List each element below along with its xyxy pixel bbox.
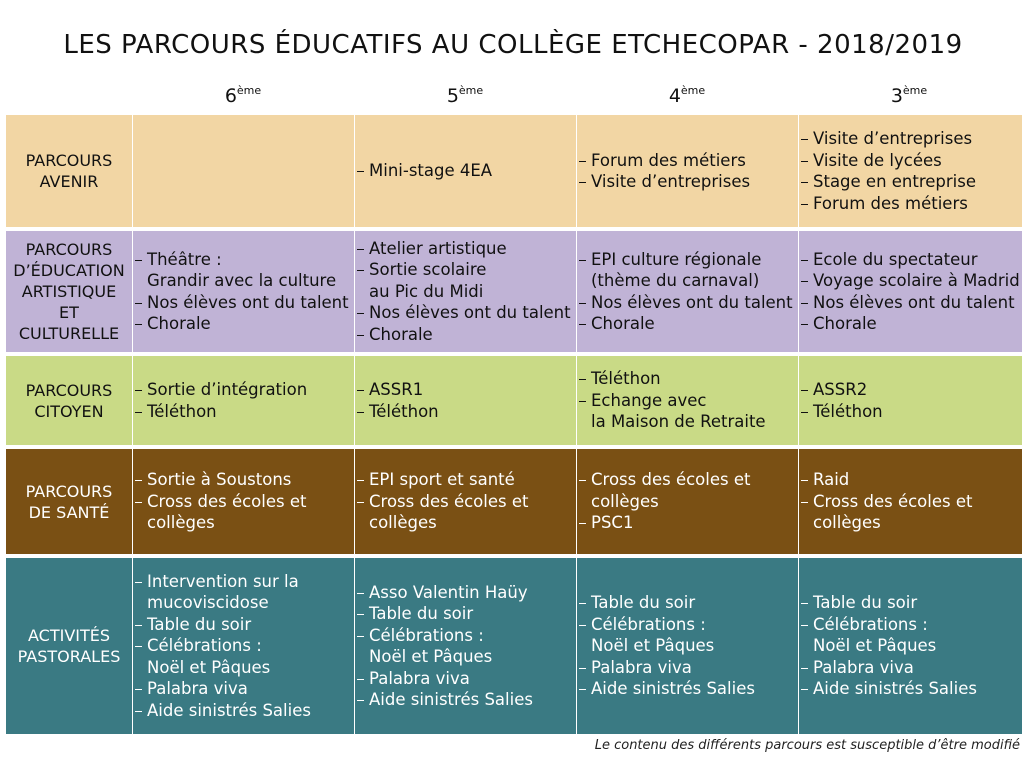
page-title: LES PARCOURS ÉDUCATIFS AU COLLÈGE ETCHECOPAR - 2018/2019 bbox=[63, 30, 963, 60]
cell-grade-3 bbox=[798, 449, 1022, 554]
list-item bbox=[813, 128, 1022, 150]
cell-grade-3 bbox=[798, 115, 1022, 227]
list-item-line: au Pic du Midi bbox=[369, 281, 484, 301]
row-label-line: ET CULTURELLE bbox=[18, 303, 120, 343]
list-item-line: Chorale bbox=[591, 314, 655, 333]
row-label-line: PARCOURS bbox=[25, 151, 113, 170]
list-item bbox=[813, 171, 1022, 193]
list-item-line: Raid bbox=[813, 470, 850, 490]
list-item-line: Visite d’entreprises bbox=[591, 172, 751, 191]
list-item bbox=[147, 700, 354, 722]
list-item-line: Atelier artistique bbox=[369, 238, 507, 258]
list-item bbox=[813, 491, 1022, 534]
row-label-line: PARCOURS bbox=[25, 380, 113, 400]
list-item-line: Nos élèves ont du talent bbox=[147, 292, 349, 312]
row-label-line: DE SANTÉ bbox=[28, 502, 110, 522]
list-item bbox=[591, 614, 798, 657]
list-item-line: Chorale bbox=[369, 324, 433, 344]
list-item bbox=[147, 614, 354, 636]
list-item bbox=[813, 678, 1022, 700]
list-item-line: ASSR1 bbox=[369, 380, 424, 399]
list-item bbox=[591, 292, 798, 314]
list-item bbox=[591, 592, 798, 614]
list-item bbox=[591, 512, 798, 534]
list-item-line: Téléthon bbox=[591, 369, 661, 389]
list-item bbox=[813, 150, 1022, 172]
list-item-line: Visite d’entreprises bbox=[813, 129, 973, 148]
list-item-line: collèges bbox=[369, 513, 437, 533]
list-item-line: Célébrations : bbox=[813, 614, 928, 634]
cell-grade-4 bbox=[576, 356, 798, 445]
list-item-line: Forum des métiers bbox=[813, 193, 968, 213]
list-item-line: Sortie scolaire bbox=[369, 260, 487, 280]
column-header-grade-4 bbox=[576, 84, 798, 107]
list-item-line: Noël et Pâques bbox=[369, 647, 493, 666]
list-item bbox=[369, 689, 576, 711]
list-item-line: Aide sinistrés Salies bbox=[591, 679, 755, 699]
list-item-line: Nos élèves ont du talent bbox=[369, 303, 571, 323]
list-item bbox=[147, 313, 354, 335]
grade-suffix: ème bbox=[680, 84, 706, 97]
cell-grade-6 bbox=[132, 449, 354, 554]
cell-grade-4 bbox=[576, 231, 798, 352]
list-item-line: Sortie d’intégration bbox=[147, 380, 308, 399]
list-item bbox=[369, 582, 576, 604]
list-item bbox=[147, 678, 354, 700]
grade-number: 5 bbox=[446, 85, 459, 107]
list-item bbox=[591, 368, 798, 390]
list-item-line: Voyage scolaire à Madrid bbox=[813, 271, 1020, 290]
list-item-line: Téléthon bbox=[147, 401, 217, 421]
grade-suffix: ème bbox=[458, 84, 484, 97]
list-item bbox=[147, 379, 354, 401]
list-item-line: Noël et Pâques bbox=[813, 636, 937, 656]
list-item-line: PSC1 bbox=[591, 513, 634, 533]
list-item-line: Stage en entreprise bbox=[813, 172, 977, 191]
grade-suffix: ème bbox=[236, 84, 262, 97]
cell-grade-6 bbox=[132, 558, 354, 734]
list-item-line: Echange avec bbox=[591, 390, 707, 410]
list-item-line: la Maison de Retraite bbox=[591, 412, 766, 432]
list-item-line: Cross des écoles et bbox=[591, 470, 751, 490]
list-item-line: Intervention sur la bbox=[147, 571, 299, 591]
list-item-line: Aide sinistrés Salies bbox=[147, 700, 311, 720]
list-item-line: Noël et Pâques bbox=[591, 636, 715, 656]
cell-grade-4 bbox=[576, 115, 798, 227]
cell-grade-5 bbox=[354, 231, 576, 352]
list-item bbox=[147, 249, 354, 292]
row-label bbox=[6, 115, 132, 227]
cell-grade-3 bbox=[798, 558, 1022, 734]
list-item-line: Table du soir bbox=[369, 604, 474, 623]
grade-suffix: ème bbox=[902, 84, 928, 97]
list-item bbox=[591, 390, 798, 433]
cell-grade-5 bbox=[354, 115, 576, 227]
row-label-line: ARTISTIQUE bbox=[21, 282, 117, 301]
list-item bbox=[369, 302, 576, 324]
list-item bbox=[813, 249, 1022, 271]
list-item-line: Visite de lycées bbox=[813, 150, 942, 170]
list-item-line: Table du soir bbox=[591, 593, 696, 613]
list-item bbox=[369, 603, 576, 625]
list-item-line: Forum des métiers bbox=[591, 150, 746, 170]
list-item bbox=[369, 324, 576, 346]
row-label-line: D’ÉDUCATION bbox=[13, 261, 125, 280]
list-item-line: Nos élèves ont du talent bbox=[813, 292, 1015, 312]
list-item-line: Palabra viva bbox=[369, 668, 470, 688]
row-label bbox=[6, 356, 132, 445]
list-item-line: Sortie à Soustons bbox=[147, 470, 292, 490]
list-item bbox=[591, 657, 798, 679]
row-parcours-citoyen bbox=[6, 356, 1022, 445]
list-item-line: Noël et Pâques bbox=[147, 657, 271, 677]
list-item-line: Palabra viva bbox=[813, 657, 914, 677]
list-item bbox=[147, 469, 354, 491]
list-item bbox=[591, 313, 798, 335]
list-item-line: Chorale bbox=[147, 314, 211, 333]
list-item-line: Chorale bbox=[813, 314, 877, 333]
row-parcours-avenir bbox=[6, 115, 1022, 227]
grade-number: 6 bbox=[224, 85, 237, 107]
list-item-line: collèges bbox=[591, 491, 659, 511]
list-item bbox=[813, 657, 1022, 679]
list-item bbox=[147, 292, 354, 314]
row-label-line: PARCOURS bbox=[25, 240, 113, 259]
list-item bbox=[813, 313, 1022, 335]
row-label-line: PASTORALES bbox=[17, 647, 121, 666]
grade-number: 3 bbox=[890, 85, 903, 107]
row-label bbox=[6, 449, 132, 554]
row-activites-pastorales bbox=[6, 558, 1022, 734]
list-item bbox=[369, 401, 576, 423]
list-item bbox=[813, 469, 1022, 491]
list-item-line: EPI sport et santé bbox=[369, 470, 515, 490]
list-item-line: Téléthon bbox=[369, 401, 439, 421]
list-item-line: Asso Valentin Haüy bbox=[369, 582, 528, 602]
list-item-line: Théâtre : bbox=[147, 249, 222, 269]
list-item bbox=[813, 379, 1022, 401]
cell-grade-6 bbox=[132, 231, 354, 352]
cell-grade-5 bbox=[354, 356, 576, 445]
list-item-line: EPI culture régionale bbox=[591, 249, 762, 269]
list-item bbox=[147, 635, 354, 678]
row-label-line: CITOYEN bbox=[34, 401, 104, 421]
row-label-line: PARCOURS bbox=[25, 481, 113, 501]
list-item bbox=[147, 401, 354, 423]
list-item-line: Palabra viva bbox=[591, 657, 692, 677]
cell-grade-3 bbox=[798, 356, 1022, 445]
row-label bbox=[6, 558, 132, 734]
cell-grade-5 bbox=[354, 558, 576, 734]
list-item-line: Cross des écoles et bbox=[813, 491, 973, 511]
row-label bbox=[6, 231, 132, 352]
list-item-line: Table du soir bbox=[813, 593, 918, 613]
list-item-line: collèges bbox=[147, 513, 215, 533]
list-item-line: Mini-stage 4EA bbox=[369, 161, 493, 181]
list-item-line: collèges bbox=[813, 513, 881, 533]
list-item bbox=[147, 491, 354, 534]
list-item bbox=[813, 193, 1022, 215]
list-item-line: Célébrations : bbox=[147, 636, 262, 656]
list-item bbox=[591, 171, 798, 193]
list-item-line: (thème du carnaval) bbox=[591, 271, 760, 290]
cell-grade-6 bbox=[132, 115, 354, 227]
list-item bbox=[813, 614, 1022, 657]
row-label-line: AVENIR bbox=[39, 172, 99, 191]
list-item-line: Nos élèves ont du talent bbox=[591, 292, 793, 312]
list-item-line: ASSR2 bbox=[813, 380, 868, 399]
list-item-line: Téléthon bbox=[813, 401, 883, 421]
list-item bbox=[369, 625, 576, 668]
footnote: Le contenu des différents parcours est susceptible d’être modifié bbox=[594, 738, 1020, 753]
cell-grade-3 bbox=[798, 231, 1022, 352]
row-parcours-sante bbox=[6, 449, 1022, 554]
list-item bbox=[591, 150, 798, 172]
list-item bbox=[369, 160, 576, 182]
list-item bbox=[369, 491, 576, 534]
list-item-line: Ecole du spectateur bbox=[813, 249, 978, 269]
list-item bbox=[813, 270, 1022, 292]
list-item-line: Table du soir bbox=[147, 614, 252, 634]
cell-grade-4 bbox=[576, 558, 798, 734]
grade-number: 4 bbox=[668, 85, 681, 107]
list-item bbox=[591, 469, 798, 512]
list-item-line: Grandir avec la culture bbox=[147, 271, 337, 290]
list-item bbox=[813, 592, 1022, 614]
column-header-grade-6 bbox=[132, 84, 354, 107]
list-item-line: Cross des écoles et bbox=[369, 491, 529, 511]
list-item bbox=[591, 249, 798, 292]
list-item bbox=[369, 259, 576, 302]
list-item bbox=[813, 401, 1022, 423]
list-item-line: Palabra viva bbox=[147, 679, 248, 699]
list-item bbox=[369, 469, 576, 491]
column-header-grade-3 bbox=[798, 84, 1020, 107]
column-header-grade-5 bbox=[354, 84, 576, 107]
list-item-line: Célébrations : bbox=[369, 625, 484, 645]
list-item bbox=[369, 379, 576, 401]
list-item bbox=[369, 238, 576, 260]
list-item-line: Célébrations : bbox=[591, 614, 706, 634]
list-item-line: Cross des écoles et bbox=[147, 491, 307, 511]
cell-grade-4 bbox=[576, 449, 798, 554]
list-item-line: mucoviscidose bbox=[147, 593, 269, 613]
list-item bbox=[591, 678, 798, 700]
list-item-line: Aide sinistrés Salies bbox=[813, 679, 977, 699]
cell-grade-5 bbox=[354, 449, 576, 554]
cell-grade-6 bbox=[132, 356, 354, 445]
row-parcours-education-artistique bbox=[6, 231, 1022, 352]
row-label-line: ACTIVITÉS bbox=[27, 626, 111, 645]
list-item bbox=[147, 571, 354, 614]
list-item bbox=[813, 292, 1022, 314]
list-item bbox=[369, 668, 576, 690]
list-item-line: Aide sinistrés Salies bbox=[369, 690, 533, 709]
